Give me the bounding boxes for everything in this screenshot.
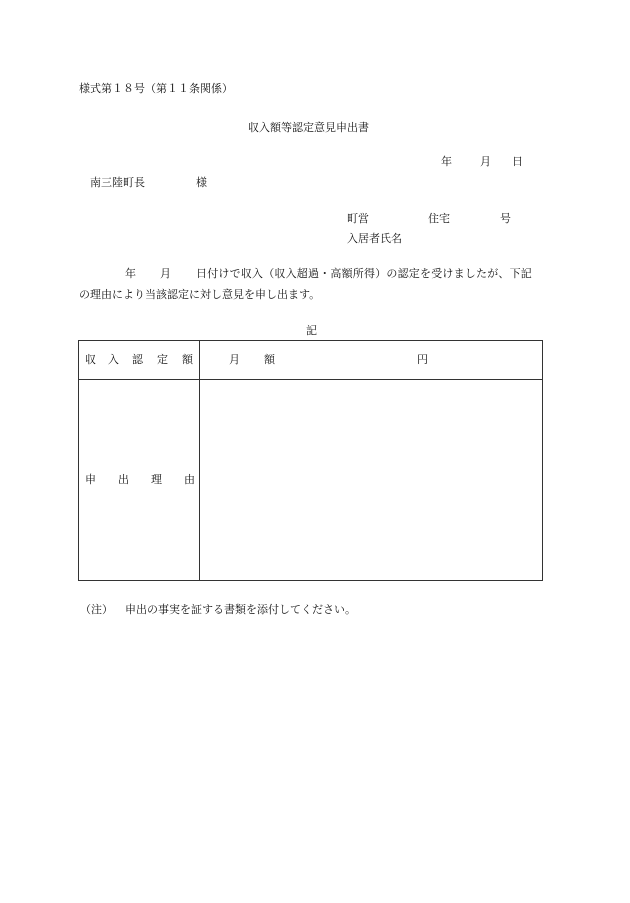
applicant-town: 町営 <box>347 212 369 225</box>
applicant-number: 号 <box>500 212 511 225</box>
note-label: （注） <box>80 603 113 616</box>
yen-label: 円 <box>417 353 428 366</box>
income-label-2: 入 <box>108 353 119 366</box>
form-number: 様式第１８号（第１１条関係） <box>79 82 233 95</box>
date-month: 月 <box>480 155 491 168</box>
details-table <box>78 340 543 581</box>
reason-label-1: 申 <box>85 473 96 486</box>
amount-label: 額 <box>264 353 275 366</box>
row-divider <box>79 379 542 380</box>
body-line1: 日付けで収入（収入超過・高額所得）の認定を受けましたが、下記 <box>196 267 532 280</box>
body-month: 月 <box>160 267 171 280</box>
body-year: 年 <box>125 267 136 280</box>
date-year: 年 <box>441 155 452 168</box>
reason-label-4: 由 <box>184 473 195 486</box>
income-label-3: 認 <box>132 353 143 366</box>
income-label-1: 収 <box>85 353 96 366</box>
column-divider <box>199 341 200 580</box>
applicant-housing: 住宅 <box>428 212 450 225</box>
reason-label-3: 理 <box>151 473 162 486</box>
income-label-4: 定 <box>157 353 168 366</box>
note-text: 申出の事実を証する書類を添付してください。 <box>125 603 356 616</box>
ki-heading: 記 <box>306 324 317 337</box>
resident-name-label: 入居者氏名 <box>347 232 402 245</box>
monthly-label: 月 <box>229 353 240 366</box>
reason-label-2: 出 <box>118 473 129 486</box>
addressee-honorific: 様 <box>196 176 207 189</box>
document-title: 収入額等認定意見申出書 <box>248 121 369 134</box>
income-label-5: 額 <box>182 353 193 366</box>
addressee-name: 南三陸町長 <box>90 176 145 189</box>
date-day: 日 <box>512 155 523 168</box>
body-line2: の理由により当該認定に対し意見を申し出ます。 <box>79 288 321 301</box>
